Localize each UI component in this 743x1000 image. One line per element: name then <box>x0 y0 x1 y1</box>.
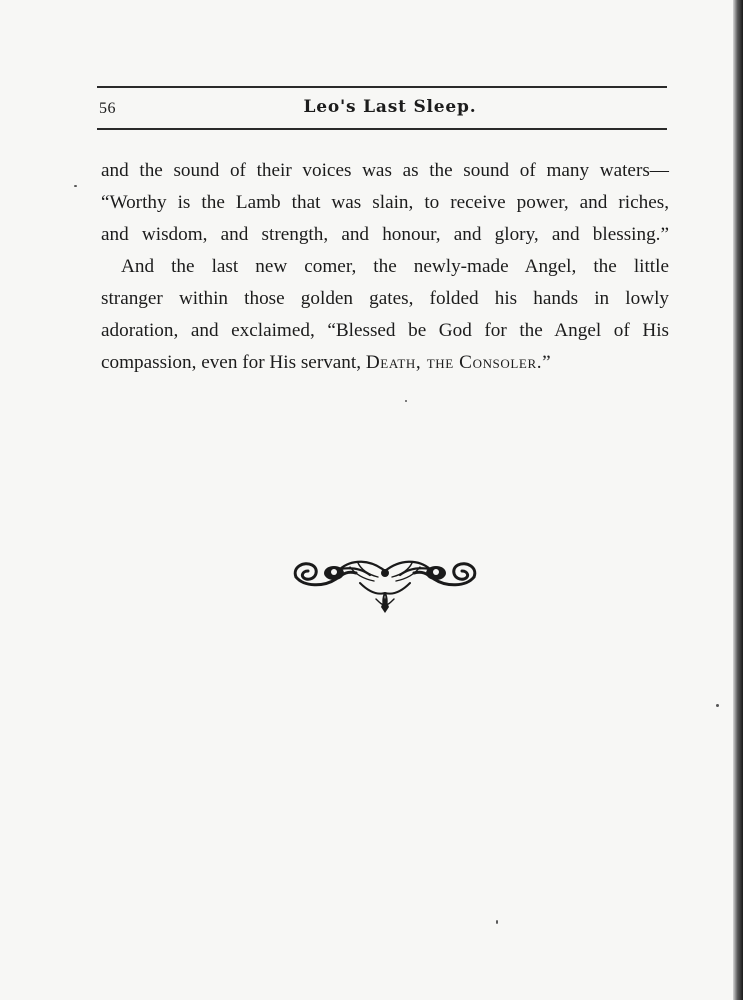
paper-speck <box>496 920 498 924</box>
paper-speck <box>716 704 719 707</box>
header-rule-bottom <box>97 128 667 130</box>
body-text <box>101 155 669 379</box>
text-fragment: compassion, even for His servant, <box>101 352 366 373</box>
running-head-title: Leo's Last Sleep. <box>303 97 477 117</box>
paragraph-first-line: And the last new comer, the newly-made Angel, the little <box>121 256 669 277</box>
text-line: and the sound of their voices was as the sound of many waters— <box>101 160 669 181</box>
paper-speck <box>405 400 407 402</box>
small-caps-name: Death, the Consoler. <box>365 352 543 373</box>
closing-quote: ” <box>542 352 551 373</box>
text-line: adoration, and exclaimed, “Blessed be God for the Angel of His <box>101 320 669 341</box>
page-edge-shadow <box>733 0 743 1000</box>
text-line: and wisdom, and strength, and honour, and glory, and blessing.” <box>101 224 669 245</box>
paper-speck <box>74 185 77 187</box>
text-line: “Worthy is the Lamb that was slain, to receive power, and riches, <box>101 192 669 213</box>
page-number: 56 <box>99 100 116 117</box>
text-line: stranger within those golden gates, folded his hands in lowly <box>101 288 669 309</box>
header-rule-top <box>97 86 667 88</box>
winged-tailpiece-ornament-icon <box>290 553 480 615</box>
text-line-last <box>101 347 669 379</box>
